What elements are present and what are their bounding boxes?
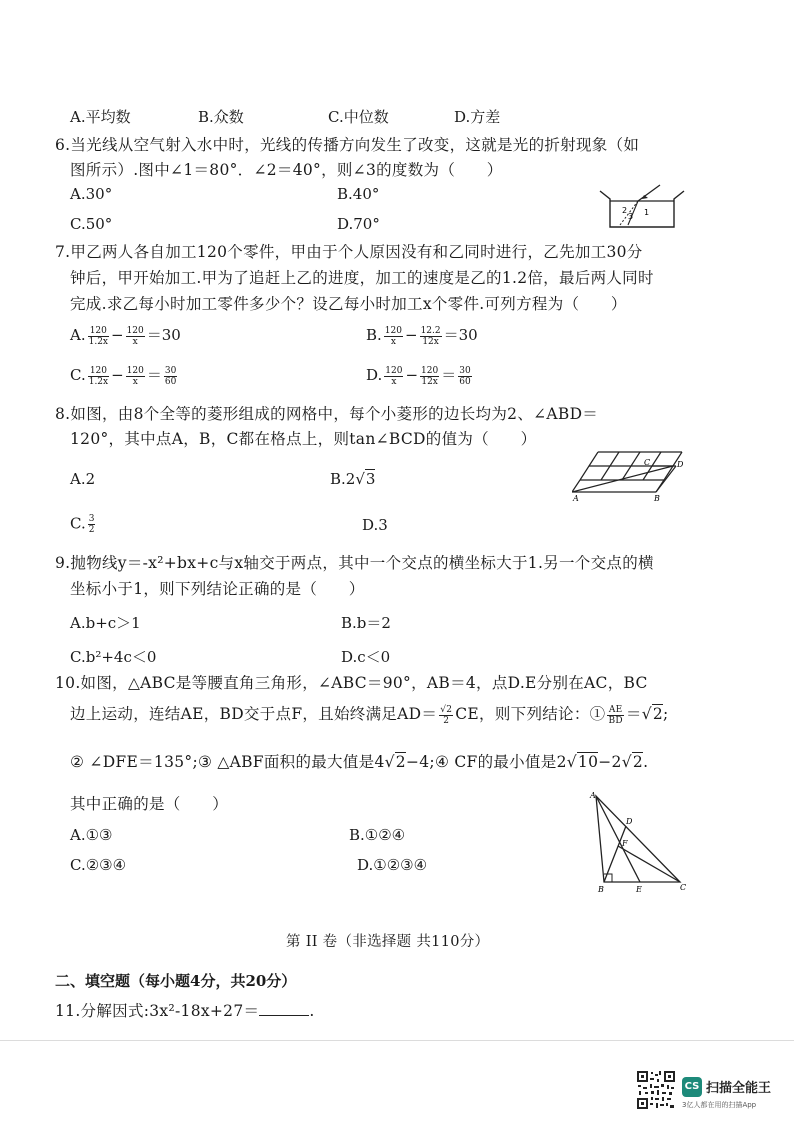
q7-option-c-frac2: $\frac{120}{x}$ [126, 365, 144, 387]
q7-option-c: C. $\frac{120}{1.2x}$ − $\frac{120}{x}$ ＝ $\frac{30}{60}$ [70, 365, 177, 387]
q10-figure-label-a: A [590, 791, 596, 800]
qr-code-icon [636, 1070, 676, 1110]
q11-stem: 11.分解因式:3x²-18x+27＝ . [55, 1002, 315, 1020]
q10-option-c: C.②③④ [70, 856, 127, 874]
q6-stem-line2: 图所示）.图中∠1＝80°．∠2＝40°，则∠3的度数为（ ） [70, 161, 503, 179]
q9-option-b: B.b＝2 [341, 614, 391, 632]
q9-stem-line1: 9.抛物线y＝-x²+bx+c与x轴交于两点，其中一个交点的横坐标大于1.另一个交点的横 [55, 554, 654, 572]
q9-option-c: C.b²+4c＜0 [70, 648, 157, 666]
q7-option-d-frac2: $\frac{120}{12x}$ [421, 365, 439, 387]
q8-option-b: B.2√3 [330, 470, 376, 488]
q7-option-c-frac1: $\frac{120}{1.2x}$ [88, 365, 109, 387]
q10-frac-ae-over-bd: $\frac{AE}{BD}$ [608, 704, 623, 726]
q8-figure-label-c: C [644, 458, 651, 467]
q7-stem-line1: 7.甲乙两人各自加工120个零件，甲由于个人原因没有和乙同时进行，乙先加工30分 [55, 243, 643, 261]
q10-stem-line4: 其中正确的是（ ） [70, 795, 229, 813]
q8-option-c-frac: $\frac{3}{2}$ [88, 514, 95, 535]
q7-option-a-frac2: $\frac{120}{x}$ [126, 325, 144, 347]
q8-figure-label-a: A [573, 494, 579, 502]
q7-option-d-frac1: $\frac{120}{x}$ [385, 365, 403, 387]
q5-option-c: C.中位数 [328, 108, 389, 126]
q10-figure-label-c: C [680, 883, 687, 892]
q6-option-c: C.50° [70, 215, 113, 233]
q7-option-d: D. $\frac{120}{x}$ − $\frac{120}{12x}$ ＝ $\frac{30}{60}$ [366, 365, 471, 387]
q5-option-b: B.众数 [198, 108, 244, 126]
q7-option-c-frac3: $\frac{30}{60}$ [164, 365, 177, 387]
part2-title: 第 II 卷（非选择题 共110分） [286, 934, 490, 950]
q7-option-b-frac2: $\frac{12.2}{12x}$ [420, 325, 441, 347]
q5-option-a: A.平均数 [70, 108, 131, 126]
q7-option-c-label: C. [70, 366, 86, 384]
q6-figure-label-3: 3 [628, 212, 634, 221]
q7-option-a-frac1: $\frac{120}{1.2x}$ [88, 325, 108, 347]
q10-figure-label-f: F [622, 839, 628, 848]
q7-stem-line3: 完成.求乙每小时加工零件多少个？设乙每小时加工x个零件.可列方程为（ ） [70, 295, 627, 313]
q8-figure-label-b: B [654, 494, 660, 502]
q6-option-a: A.30° [70, 185, 113, 203]
q7-option-d-label: D. [366, 366, 383, 384]
q10-option-a: A.①③ [70, 826, 113, 844]
section2-title: 二、填空题（每小题4分，共20分） [55, 972, 297, 990]
camscanner-tagline: 3亿人都在用的扫描App [682, 1101, 757, 1109]
camscanner-app-name: 扫描全能王 [706, 1081, 772, 1096]
q10-stem-line2: 边上运动，连结AE，BD交于点F，且始终满足AD＝ $\frac{√2}{2}$ CE，则下列结论：① $\frac{AE}{BD}$ ＝√2; [70, 704, 669, 726]
q8-option-c: C. $\frac{3}{2}$ [70, 514, 95, 535]
q10-figure-label-b: B [598, 885, 604, 894]
q8-rhombus-grid-figure [572, 446, 692, 502]
q10-option-b: B.①②④ [349, 826, 406, 844]
q10-frac-sqrt2-over-2: $\frac{√2}{2}$ [440, 704, 453, 726]
q8-figure-label-d: D [677, 460, 684, 469]
q7-option-b-label: B. [366, 326, 382, 344]
q6-stem-line1: 6.当光线从空气射入水中时，光线的传播方向发生了改变，这就是光的折射现象（如 [55, 136, 640, 154]
page-divider [0, 1040, 794, 1041]
q8-stem-line1: 8.如图，由8个全等的菱形组成的网格中，每个小菱形的边长均为2、∠ABD＝ [55, 405, 599, 423]
q9-option-d: D.c＜0 [341, 648, 391, 666]
q10-figure-label-d: D [626, 817, 633, 826]
q10-stem-line1: 10.如图，△ABC是等腰直角三角形，∠ABC＝90°，AB＝4，点D.E分别在AC，BC [55, 674, 648, 692]
q9-option-a: A.b+c＞1 [70, 614, 141, 632]
q7-option-b: B. $\frac{120}{x}$ − $\frac{12.2}{12x}$ ＝30 [366, 325, 478, 347]
q6-refraction-figure [598, 183, 688, 231]
q8-option-a: A.2 [70, 470, 96, 488]
q6-figure-label-1: 1 [644, 208, 650, 217]
q7-stem-line2: 钟后，甲开始加工.甲为了追赶上乙的进度，加工的速度是乙的1.2倍，最后两人同时 [70, 269, 654, 287]
q6-option-d: D.70° [337, 215, 380, 233]
q7-option-a: A. $\frac{120}{1.2x}$ − $\frac{120}{x}$ ＝30 [70, 325, 181, 347]
q8-stem-line2: 120°，其中点A，B，C都在格点上，则tan∠BCD的值为（ ） [70, 430, 537, 448]
q10-stem-line3: ② ∠DFE＝135°;③ △ABF面积的最大值是4√2−4;④ CF的最小值是2√10−2√2. [70, 753, 649, 771]
q8-option-d: D.3 [362, 516, 388, 534]
q10-figure-label-e: E [636, 885, 642, 894]
q7-option-a-label: A. [70, 326, 86, 344]
q9-stem-line2: 坐标小于1，则下列结论正确的是（ ） [70, 580, 365, 598]
q10-triangle-figure [588, 790, 688, 896]
q6-option-b: B.40° [337, 185, 380, 203]
camscanner-logo-icon: CS [682, 1077, 702, 1097]
q10-option-d: D.①②③④ [357, 856, 428, 874]
q7-option-d-frac3: $\frac{30}{60}$ [459, 365, 471, 387]
q5-option-d: D.方差 [454, 108, 501, 126]
q6-figure-label-2: 2 [622, 206, 628, 215]
q7-option-b-frac1: $\frac{120}{x}$ [384, 325, 402, 347]
q11-answer-blank [259, 1003, 309, 1016]
